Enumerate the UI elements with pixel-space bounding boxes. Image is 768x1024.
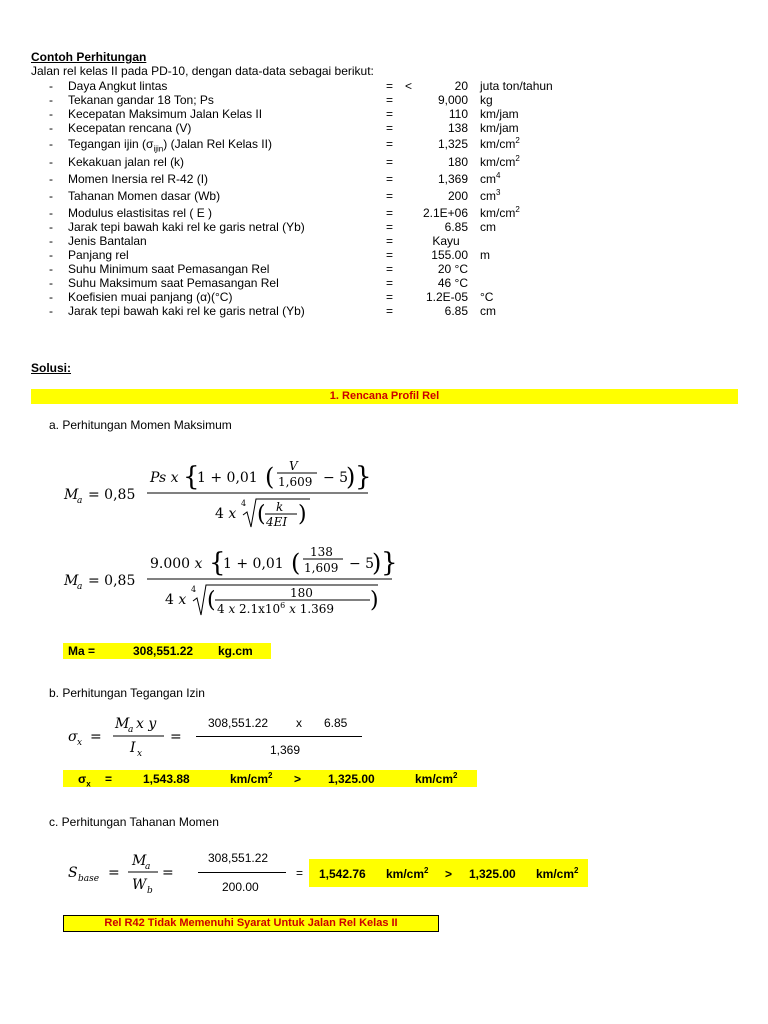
parameter-value: 155.00: [431, 248, 468, 262]
equals-sign: =: [386, 172, 394, 186]
bullet-dash: -: [49, 93, 53, 107]
svg-text:a: a: [145, 862, 151, 872]
parameter-value: 1,325: [437, 137, 468, 151]
less-than-sign: <: [405, 79, 413, 93]
formula-sigma: [66, 710, 196, 760]
svg-text:1 + 0,01: 1 + 0,01: [223, 556, 284, 572]
sigma-result-value: 1,543.88: [143, 772, 190, 786]
svg-text:=: =: [162, 865, 174, 881]
sbase-result-box: 1,542.76 $km/cm^2$ > 1,325.00 $km/cm^2$: [309, 859, 588, 887]
svg-text:M: M: [132, 853, 147, 869]
parameter-value: 110: [448, 107, 468, 121]
sbase-numerator: 308,551.22: [208, 851, 269, 865]
parameter-unit: cm: [480, 304, 496, 318]
sigma-result-eq: =: [105, 772, 113, 786]
parameter-unit: $cm^4$: [480, 171, 501, 186]
svg-text:(: (: [265, 463, 275, 491]
svg-text:{: {: [183, 462, 200, 492]
bullet-dash: -: [49, 155, 53, 169]
bullet-dash: -: [49, 107, 53, 121]
parameter-value: 1,369: [437, 172, 468, 186]
bullet-dash: -: [49, 121, 53, 135]
equals-sign: =: [386, 276, 394, 290]
parameter-label: Kekakuan jalan rel (k): [68, 155, 185, 169]
parameter-value: 138: [447, 121, 468, 135]
svg-text:): ): [372, 549, 382, 577]
sigma-result-limit: 1,325.00: [328, 772, 375, 786]
svg-text:a: a: [77, 496, 83, 506]
equals-sign: =: [386, 290, 394, 304]
parameter-label: Jarak tepi bawah kaki rel ke garis netral (Yb): [68, 220, 305, 234]
equals-sign: =: [386, 262, 394, 276]
svg-text:k: k: [276, 500, 284, 514]
parameter-unit: juta ton/tahun: [480, 79, 553, 93]
svg-text:− 5: − 5: [349, 556, 375, 572]
parameter-value: 20: [454, 79, 468, 93]
svg-text:base: base: [78, 874, 100, 884]
svg-text:): ): [346, 463, 356, 491]
parameter-row: [0, 172, 768, 186]
svg-text:): ): [298, 502, 307, 527]
parameter-unit: m: [480, 248, 490, 262]
formula-ma-symbolic: [60, 455, 390, 533]
svg-text:W: W: [132, 877, 147, 893]
bullet-dash: -: [49, 304, 53, 318]
svg-text:4 x: 4 x: [165, 592, 187, 608]
svg-text:1 + 0,01: 1 + 0,01: [197, 470, 258, 486]
parameter-value: 9,000: [437, 93, 468, 107]
parameter-unit: km/jam: [480, 107, 519, 121]
svg-text:=: =: [90, 729, 102, 745]
svg-text:M: M: [64, 487, 79, 503]
svg-text:V: V: [289, 459, 298, 473]
section-banner: [31, 389, 738, 404]
parameter-row: [0, 107, 768, 121]
bullet-dash: -: [49, 248, 53, 262]
svg-text:180: 180: [290, 586, 313, 600]
svg-text:}: }: [381, 548, 398, 578]
parameter-value: 46 °C: [437, 276, 468, 290]
parameter-label: Tekanan gandar 18 Ton; Ps: [68, 93, 214, 107]
parameter-label: Momen Inersia rel R-42 (I): [68, 172, 209, 186]
sbase-denominator: 200.00: [222, 880, 259, 894]
equals-sign: =: [386, 234, 394, 248]
svg-text:=: =: [170, 729, 182, 745]
sbase-fraction-line: [198, 872, 286, 873]
sigma-result-compare: >: [294, 772, 302, 786]
svg-text:S: S: [68, 865, 78, 881]
parameter-row: [0, 93, 768, 107]
formula-sbase: [66, 850, 192, 896]
parameter-unit: kg: [480, 93, 493, 107]
parameter-label: Jarak tepi bawah kaki rel ke garis netral (Yb): [68, 304, 305, 318]
svg-text:a: a: [77, 582, 83, 592]
sigma-numerator-a: 308,551.22: [208, 716, 269, 730]
parameter-row: [0, 248, 768, 262]
parameter-value: 6.85: [444, 220, 468, 234]
bullet-dash: -: [49, 206, 53, 220]
equals-sign: =: [386, 121, 394, 135]
sigma-result-limit-unit: km/cm: [415, 772, 454, 786]
parameter-unit: $cm^3$: [480, 188, 501, 203]
equals-sign: =: [386, 107, 394, 121]
svg-text:σ: σ: [68, 729, 78, 745]
equals-sign: =: [386, 155, 394, 169]
conclusion-box: [63, 915, 439, 932]
parameter-row: [0, 304, 768, 318]
ma-result-value: 308,551.22: [133, 644, 194, 658]
parameter-label: Kecepatan Maksimum Jalan Kelas II: [68, 107, 263, 121]
sigma-denominator: 1,369: [270, 743, 301, 757]
ma-result-label: Ma =: [68, 644, 96, 658]
svg-text:4: 4: [191, 585, 197, 594]
parameter-label: Tegangan ijin $(\sigma_{ijin})$ (Jalan Rel Kelas II): [68, 137, 272, 154]
page-title: Contoh Perhitungan: [31, 50, 147, 64]
bullet-dash: -: [49, 79, 53, 93]
parameter-row: [0, 189, 768, 203]
bullet-dash: -: [49, 234, 53, 248]
svg-text:=: =: [108, 865, 120, 881]
svg-text:(: (: [257, 502, 266, 527]
svg-text:): ): [370, 588, 379, 613]
parameter-value: 1.2E-05: [425, 290, 468, 304]
parameter-row: [0, 155, 768, 169]
sbase-equals: =: [296, 866, 304, 880]
parameter-value: 20 °C: [437, 262, 468, 276]
section-title: 1. Rencana Profil Rel: [329, 390, 440, 402]
equals-sign: =: [386, 93, 394, 107]
svg-text:Ps x: Ps x: [150, 470, 179, 486]
equals-sign: =: [386, 79, 394, 93]
bullet-dash: -: [49, 172, 53, 186]
equals-sign: =: [386, 189, 394, 203]
svg-text:4: 4: [241, 499, 247, 508]
parameter-value: Kayu: [432, 234, 460, 248]
sigma-result-label: σ: [78, 772, 87, 786]
svg-text:4EI: 4EI: [266, 515, 288, 529]
parameter-row: [0, 136, 768, 154]
sigma-fraction-line: [196, 736, 362, 737]
parameter-value: 180: [447, 155, 468, 169]
parameter-label: Suhu Minimum saat Pemasangan Rel: [68, 262, 270, 276]
parameter-unit: $km/cm^2$: [480, 136, 520, 151]
ma-result-unit: kg.cm: [218, 644, 253, 658]
subsection-c-title: c. Perhitungan Tahanan Momen: [49, 815, 219, 829]
svg-text:b: b: [147, 886, 153, 896]
parameter-row: [0, 206, 768, 220]
svg-text:= 0,85: = 0,85: [88, 487, 136, 503]
svg-text:4 x: 4 x: [215, 506, 237, 522]
parameter-label: Daya Angkut lintas: [68, 79, 168, 93]
conclusion-text: Rel R42 Tidak Memenuhi Syarat Untuk Jalan Rel Kelas II: [104, 917, 398, 929]
svg-text:4 x 2.1x106 x 1.369: 4 x $2.1x10^6$ x 1.369: [217, 601, 335, 616]
parameter-row: [0, 220, 768, 234]
parameter-row: [0, 79, 768, 93]
parameter-row: [0, 121, 768, 135]
svg-text:x: x: [137, 749, 143, 759]
subsection-a-title: a. Perhitungan Momen Maksimum: [49, 418, 232, 432]
svg-text:(: (: [291, 549, 301, 577]
equals-sign: =: [386, 248, 394, 262]
svg-text:a: a: [128, 725, 134, 735]
svg-text:x: x: [77, 738, 83, 748]
svg-text:= 0,85: = 0,85: [88, 573, 136, 589]
intro-text: Jalan rel kelas II pada PD-10, dengan data-data sebagai berikut:: [31, 64, 374, 78]
parameter-unit: $km/cm^2$: [480, 154, 520, 169]
parameter-label: Panjang rel: [68, 248, 129, 262]
subsection-b-title: b. Perhitungan Tegangan Izin: [49, 686, 205, 700]
bullet-dash: -: [49, 189, 53, 203]
sbase-result-compare: >: [445, 867, 453, 881]
bullet-dash: -: [49, 290, 53, 304]
sbase-result-value: 1,542.76: [319, 867, 366, 881]
equals-sign: =: [386, 206, 394, 220]
parameter-label: Koefisien muai panjang (α)(°C): [68, 290, 233, 304]
svg-text:(: (: [207, 588, 216, 613]
parameter-row: [0, 234, 768, 248]
equals-sign: =: [386, 220, 394, 234]
parameter-label: Suhu Maksimum saat Pemasangan Rel: [68, 276, 279, 290]
sbase-result-limit-unit: km/cm: [536, 867, 575, 881]
parameter-row: [0, 276, 768, 290]
parameter-unit: °C: [480, 290, 494, 304]
svg-text:− 5: − 5: [323, 470, 349, 486]
sigma-numerator-b: 6.85: [324, 716, 348, 730]
parameter-value: 6.85: [444, 304, 468, 318]
svg-text:x y: x y: [136, 716, 157, 732]
solution-heading: Solusi:: [31, 361, 72, 375]
sbase-result-limit: 1,325.00: [469, 867, 516, 881]
equals-sign: =: [386, 304, 394, 318]
bullet-dash: -: [49, 276, 53, 290]
svg-text:1,609: 1,609: [278, 475, 313, 489]
svg-text:1,609: 1,609: [304, 561, 339, 575]
ma-result-box: [63, 643, 271, 659]
parameter-unit: km/jam: [480, 121, 519, 135]
parameter-label: Modulus elastisitas rel ( E ): [68, 206, 213, 220]
sigma-numerator-x: x: [296, 716, 302, 730]
bullet-dash: -: [49, 262, 53, 276]
bullet-dash: -: [49, 220, 53, 234]
parameter-label: Jenis Bantalan: [68, 234, 147, 248]
parameter-row: [0, 290, 768, 304]
sbase-result-unit: km/cm: [386, 867, 425, 881]
parameter-row: [0, 262, 768, 276]
parameter-label: Tahanan Momen dasar (Wb): [68, 189, 221, 203]
formula-ma-substituted: [60, 543, 400, 623]
svg-text:M: M: [64, 573, 79, 589]
svg-text:}: }: [355, 462, 372, 492]
parameter-label: Kecepatan rencana (V): [68, 121, 192, 135]
equals-sign: =: [386, 137, 394, 151]
svg-text:{: {: [209, 548, 226, 578]
svg-text:138: 138: [310, 545, 333, 559]
parameter-unit: $km/cm^2$: [480, 205, 520, 220]
svg-text:M: M: [115, 716, 130, 732]
svg-text:I: I: [130, 740, 136, 756]
sigma-result-box: $\sigma_x$ = 1,543.88 $km/cm^2$ > 1,325.00 $km/cm^2$: [63, 770, 477, 787]
bullet-dash: -: [49, 137, 53, 151]
parameter-value: 2.1E+06: [422, 206, 468, 220]
svg-text:9.000 x: 9.000 x: [150, 556, 203, 572]
parameter-value: 200: [447, 189, 468, 203]
parameter-unit: cm: [480, 220, 496, 234]
sigma-result-unit: km/cm: [230, 772, 269, 786]
